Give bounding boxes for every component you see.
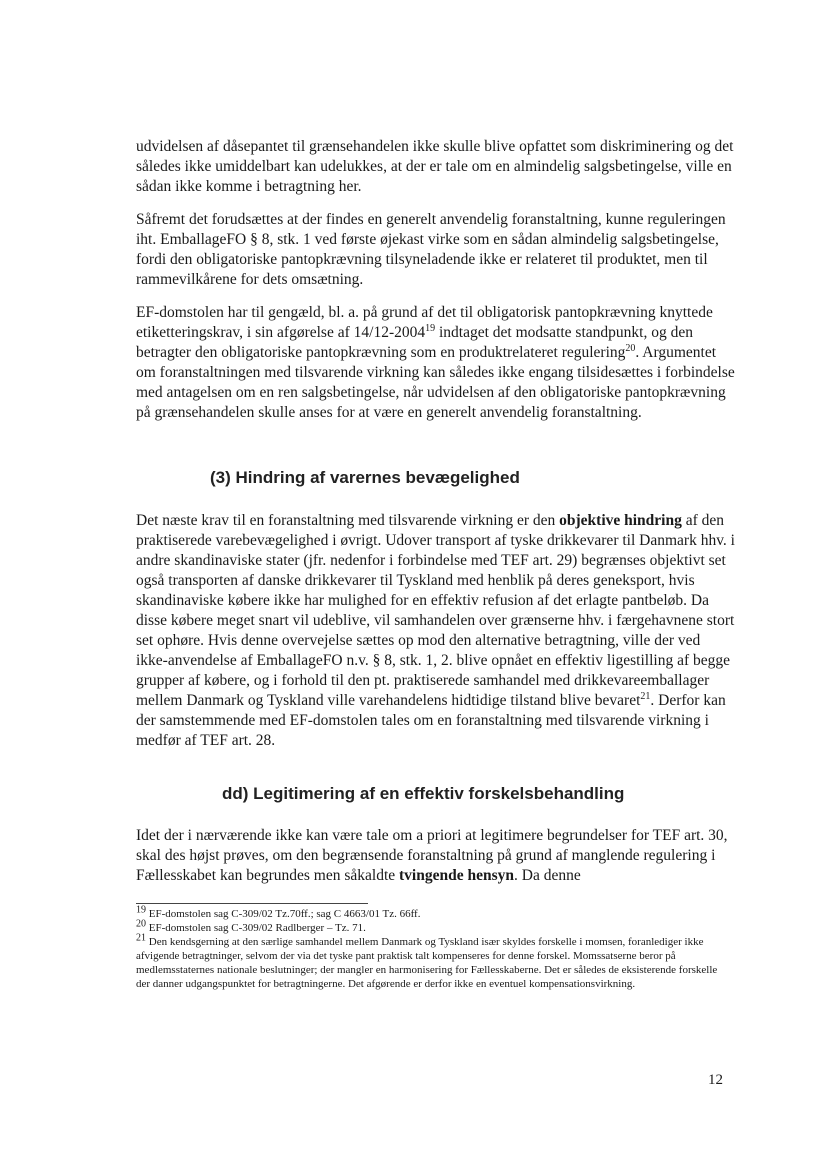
footnotes [136,904,726,991]
footnote-ref-19: 19 [425,322,436,334]
footnote-ref-20: 20 [625,342,636,354]
section-heading-legitimering: dd) Legitimering af en effektiv forskelsbehandling [222,784,625,803]
page-number: 12 [708,1072,723,1088]
footnote-separator [136,903,368,904]
section-heading-hindring: (3) Hindring af varernes bevægelighed [210,468,520,487]
body-paragraph-4: Det næste krav til en foranstaltning med tilsvarende virkning er den objektive hindring af den praktiserede varebevægelighed i øvrigt. Udover transport af tyske drikkevarer til Danmark hhv. i andre skandinaviske stater (jfr. nedenfor i forbindelse med TEF art. 29) begrænses objektivt set også transporten af danske drikkevarer til Tyskland med henblik på deres geneksport, hvis skandinaviske købere ikke har mulighed for en effektiv refusion af det erlagte pantbeløb. Da disse købere meget snart vil udeblive, vil samhandelen over grænserne hhv. i færgehavnene stort set ophøre. Hvis denne overvejelse sættes op mod den alternative betragtning, ville der ved ikke-anvendelse af EmballageFO n.v. § 8, stk. 1, 2. blive opnået en effektiv ligestilling af begge grupper af købere, og i forhold til den pt. praktiserede samhandel med drikkevareemballager mellem Danmark og Tyskland ville varehandelens hidtidige tilstand blive bevaret$^{21}$. Derfor kan der samstemmende med EF-domstolen tales om en foranstaltning med tilsvarende virkning i medfør af TEF art. 28. [136,512,735,749]
footnote-21: $^{21}$ Den kendsgerning at den særlige samhandel mellem Danmark og Tyskland især skyldes forskelle i momsen, foranlediger ikke afvigende betragtninger, selvom der via det tyske pant praktisk talt kompenseres for denne forskel. Momssatserne beror på medlemsstaternes nationale beslutninger; der mangler en harmonisering for Fællesskaberne. Det er således de eksisterende forskelle der danner udgangspunktet for betragtningerne. Det afgørende er derfor ikke en eventuel kompensationsvirkning. [136,932,718,990]
bold-term-tvingende-hensyn: tvingende hensyn [399,867,515,884]
body-paragraph-1: udvidelsen af dåsepantet til grænsehandelen ikke skulle blive opfattet som diskriminering og det således ikke umiddelbart kan udelukkes, at der er tale om en almindelig salgsbetingelse, ville en sådan ikke komme i betragtning her. [136,138,734,195]
footnote-19: $^{19}$ EF-domstolen sag C-309/02 Tz.70ff.; sag C 4663/01 Tz. 66ff. [136,904,421,920]
body-paragraph-2: Såfremt det forudsættes at der findes en generelt anvendelig foranstaltning, kunne reguleringen iht. EmballageFO § 8, stk. 1 ved første øjekast virke som en sådan almindelig salgsbetingelse, fordi den obligatoriske pantopkrævning tilsyneladende ikke er relateret til produktet, men til rammevilkårene for dets omsætning. [136,211,726,288]
bold-term-objektive-hindring: objektive hindring [559,512,682,529]
footnote-ref-21: 21 [640,690,651,702]
body-paragraph-5: Idet der i nærværende ikke kan være tale om a priori at legitimere begrundelser for TEF art. 30, skal des højst prøves, om den begrænsende foranstaltning på grund af manglende regulering i Fællesskabet kan begrundes men såkaldte tvingende hensyn. Da denne [136,827,728,884]
body-paragraph-3: EF-domstolen har til gengæld, bl. a. på grund af det til obligatorisk pantopkrævning knyttede etiketteringskrav, i sin afgørelse af 14/12-2004$^{19}$ indtaget det modsatte standpunkt, og den betragter den obligatoriske pantopkrævning som en produktrelateret regulering$^{20}$. Argumentet om foranstaltningen med tilsvarende virkning kan således ikke engang tilsidesættes i forbindelse med antagelsen om en ren salgsbetingelse, når udvidelsen af den obligatoriske pantopkrævning på grænsehandelen skulle anses for at være en generelt anvendelig foranstaltning. [136,304,735,421]
footnote-20: $^{20}$ EF-domstolen sag C-309/02 Radlberger – Tz. 71. [136,918,366,934]
